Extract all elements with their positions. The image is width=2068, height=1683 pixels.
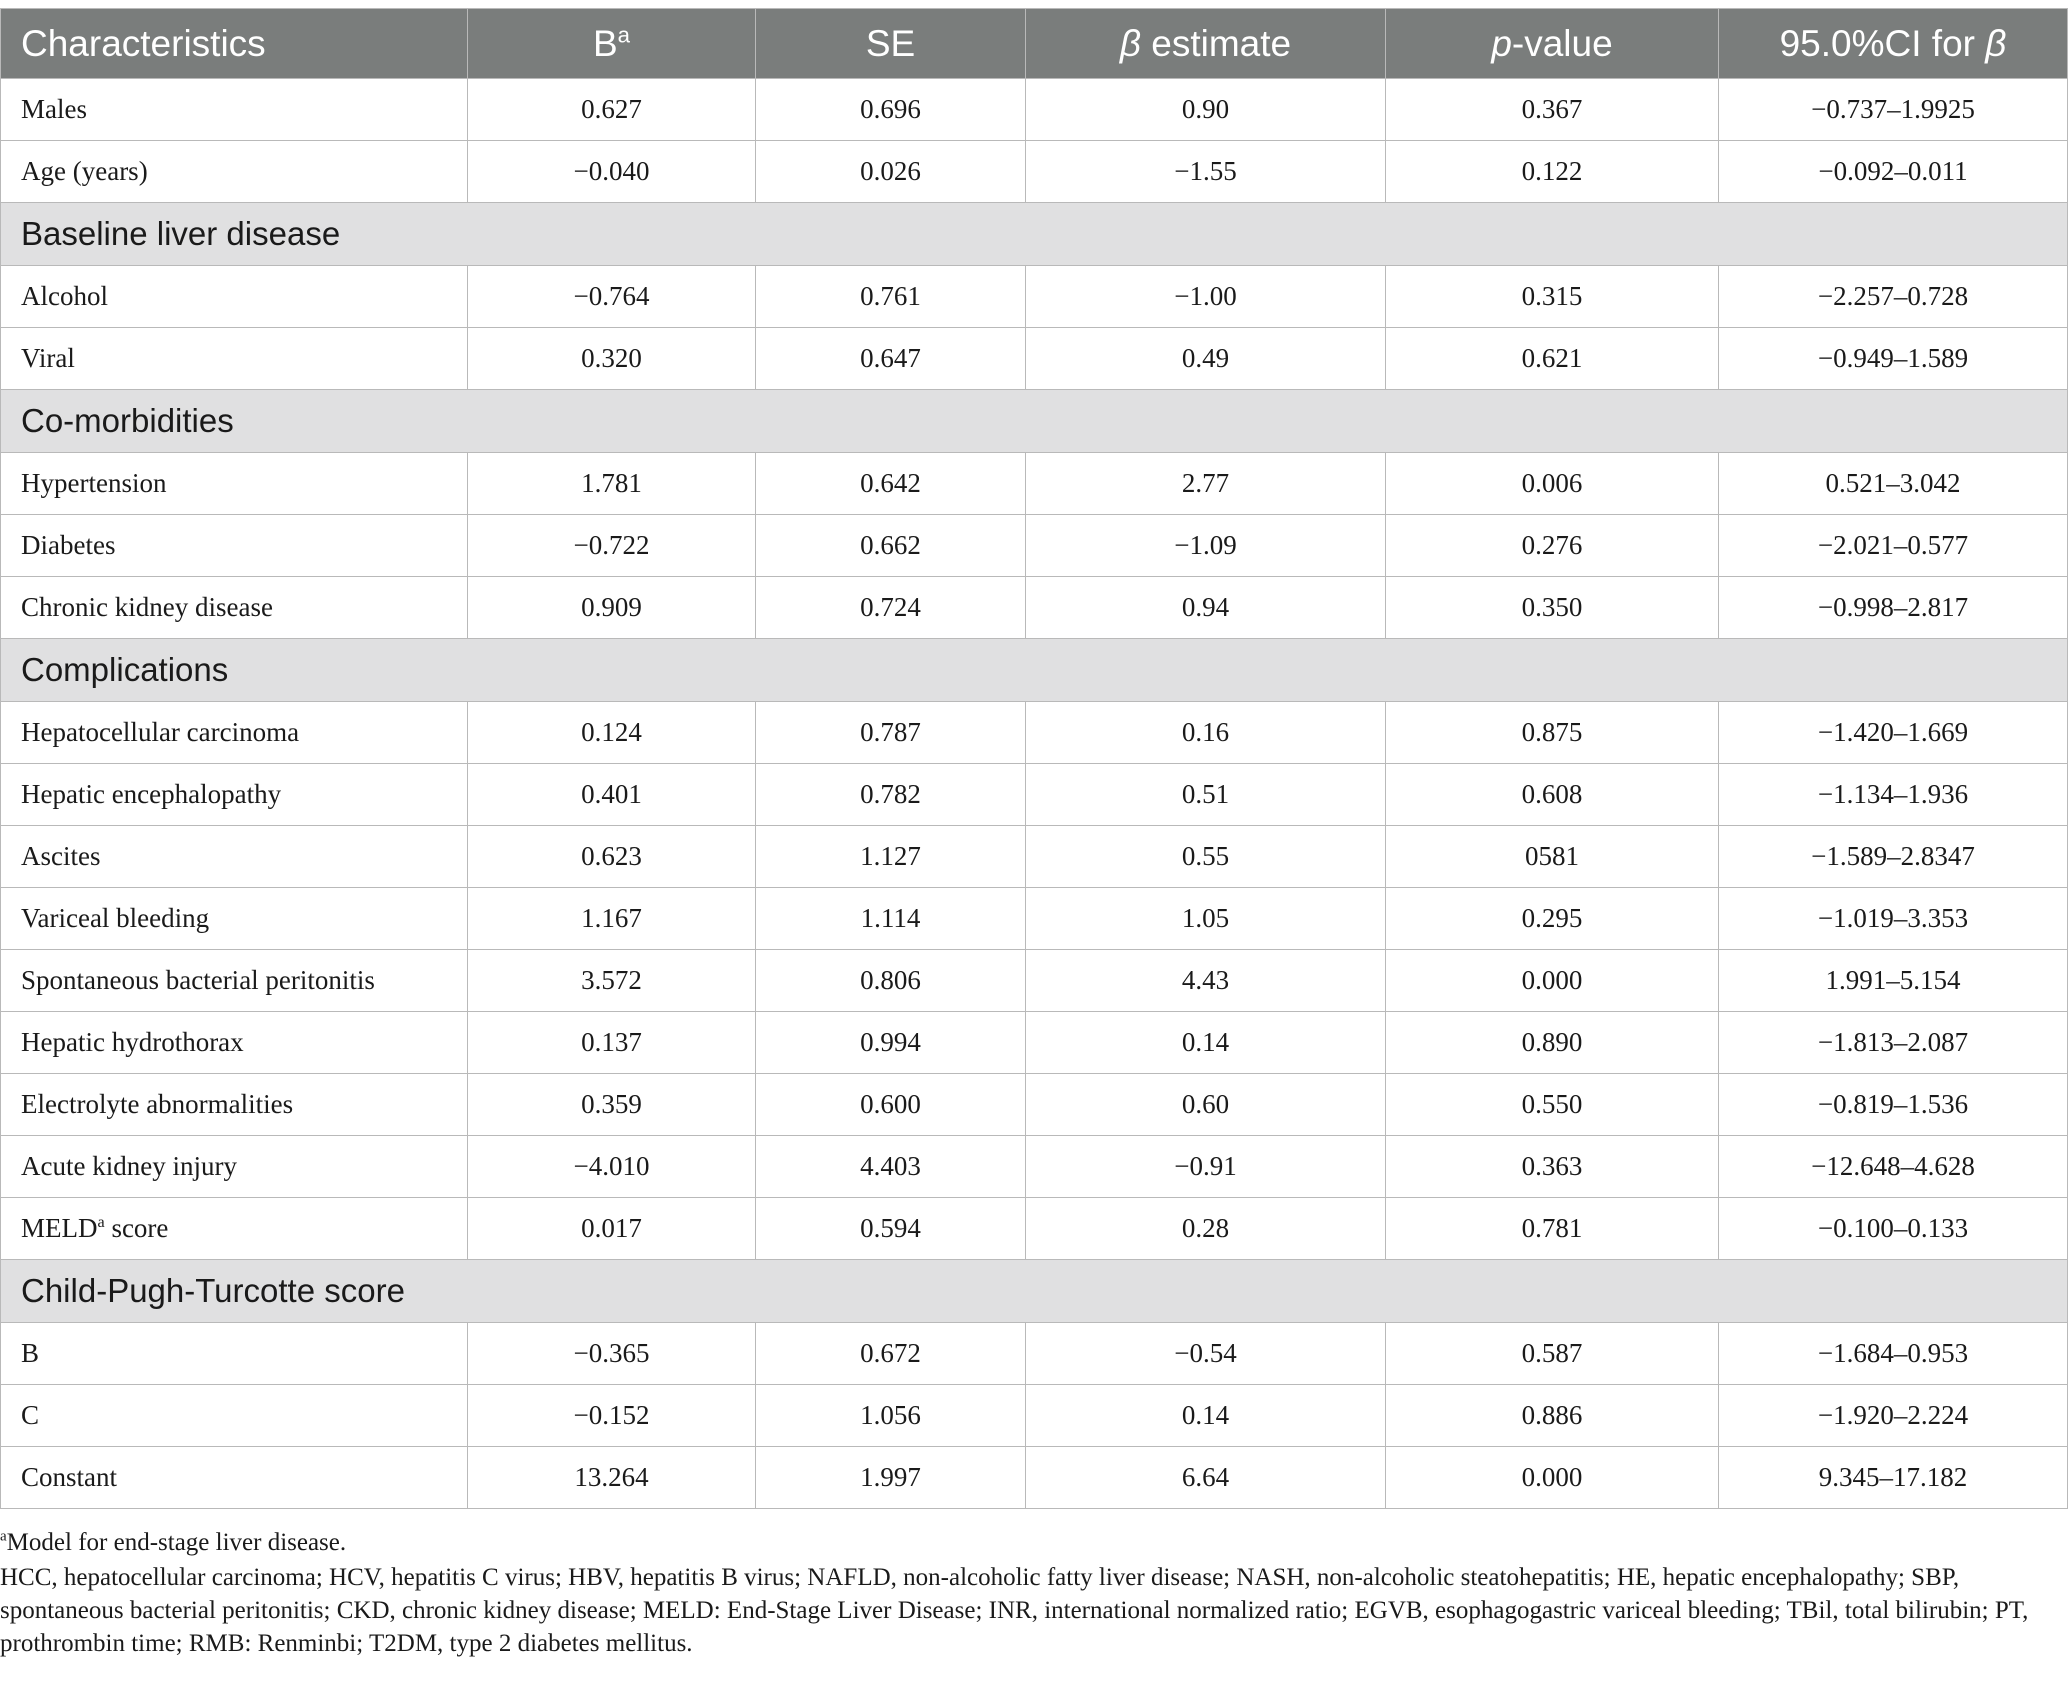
footnote-sup: a [0, 1528, 7, 1545]
cell-se: 0.600 [756, 1074, 1026, 1136]
header-se: SE [756, 9, 1026, 79]
cell-beta: 0.14 [1026, 1012, 1386, 1074]
cell-p: 0.550 [1386, 1074, 1719, 1136]
header-p-text: -value [1511, 22, 1613, 64]
cell-ci: −1.019–3.353 [1719, 888, 2068, 950]
table-row [1, 1447, 2068, 1509]
cell-b: −0.365 [468, 1323, 756, 1385]
row-label [1, 266, 468, 328]
row-label [1, 950, 468, 1012]
row-label [1, 826, 468, 888]
row-label-text: Hepatic hydrothorax [21, 1027, 244, 1057]
cell-se: 4.403 [756, 1136, 1026, 1198]
table-row [1, 702, 2068, 764]
cell-ci: −0.819–1.536 [1719, 1074, 2068, 1136]
table-row [1, 141, 2068, 203]
cell-se: 0.662 [756, 515, 1026, 577]
section-row [1, 639, 2068, 702]
cell-se: 0.724 [756, 577, 1026, 639]
cell-p: 0.781 [1386, 1198, 1719, 1260]
cell-ci: −0.998–2.817 [1719, 577, 2068, 639]
row-label-text: B [21, 1338, 40, 1368]
regression-table [0, 8, 2068, 1509]
row-label [1, 1385, 468, 1447]
cell-p: 0.875 [1386, 702, 1719, 764]
cell-p: 0.350 [1386, 577, 1719, 639]
cell-se: 1.056 [756, 1385, 1026, 1447]
cell-se: 0.647 [756, 328, 1026, 390]
cell-b: 1.781 [468, 453, 756, 515]
cell-beta: 0.60 [1026, 1074, 1386, 1136]
cell-se: 0.994 [756, 1012, 1026, 1074]
row-label [1, 328, 468, 390]
row-label-text: C [21, 1400, 40, 1430]
row-label [1, 79, 468, 141]
table-row [1, 328, 2068, 390]
cell-b: −0.764 [468, 266, 756, 328]
cell-p: 0.363 [1386, 1136, 1719, 1198]
cell-beta: −1.00 [1026, 266, 1386, 328]
cell-se: 0.696 [756, 79, 1026, 141]
cell-se: 0.761 [756, 266, 1026, 328]
row-label [1, 1447, 468, 1509]
header-p-value [1386, 9, 1719, 79]
cell-p: 0.122 [1386, 141, 1719, 203]
cell-ci: −1.684–0.953 [1719, 1323, 2068, 1385]
row-label-text: Variceal bleeding [21, 903, 210, 933]
cell-ci: −0.092–0.011 [1719, 141, 2068, 203]
cell-b: 0.401 [468, 764, 756, 826]
cell-se: 1.114 [756, 888, 1026, 950]
cell-ci: −1.589–2.8347 [1719, 826, 2068, 888]
section-row [1, 203, 2068, 266]
table-row [1, 1012, 2068, 1074]
cell-se: 0.594 [756, 1198, 1026, 1260]
row-label [1, 1198, 468, 1260]
cell-beta: 1.05 [1026, 888, 1386, 950]
cell-p: 0.315 [1386, 266, 1719, 328]
table-row [1, 1323, 2068, 1385]
cell-ci: −0.100–0.133 [1719, 1198, 2068, 1260]
cell-ci: −2.257–0.728 [1719, 266, 2068, 328]
cell-p: 0.000 [1386, 1447, 1719, 1509]
section-row [1, 390, 2068, 453]
cell-p: 0.276 [1386, 515, 1719, 577]
cell-beta: 0.49 [1026, 328, 1386, 390]
row-label [1, 141, 468, 203]
row-label-text: Alcohol [21, 281, 108, 311]
cell-p: 0.621 [1386, 328, 1719, 390]
cell-ci: −2.021–0.577 [1719, 515, 2068, 577]
section-label: Complications [1, 639, 2068, 702]
cell-p: 0.890 [1386, 1012, 1719, 1074]
header-beta-symbol: β [1119, 22, 1141, 64]
cell-b: 0.359 [468, 1074, 756, 1136]
cell-ci: 9.345–17.182 [1719, 1447, 2068, 1509]
table-row [1, 826, 2068, 888]
cell-ci: 0.521–3.042 [1719, 453, 2068, 515]
cell-p: 0581 [1386, 826, 1719, 888]
cell-p: 0.587 [1386, 1323, 1719, 1385]
table-row [1, 950, 2068, 1012]
cell-ci: 1.991–5.154 [1719, 950, 2068, 1012]
cell-se: 0.782 [756, 764, 1026, 826]
table-row [1, 515, 2068, 577]
row-label [1, 1074, 468, 1136]
table-container [0, 8, 2068, 1509]
header-beta-text: estimate [1141, 22, 1292, 64]
cell-beta: 0.55 [1026, 826, 1386, 888]
section-row [1, 1260, 2068, 1323]
cell-beta: 2.77 [1026, 453, 1386, 515]
table-row [1, 79, 2068, 141]
cell-ci: −1.920–2.224 [1719, 1385, 2068, 1447]
cell-b: 0.909 [468, 577, 756, 639]
row-label-text: Age (years) [21, 156, 148, 186]
header-row [1, 9, 2068, 79]
row-label [1, 1012, 468, 1074]
row-label [1, 453, 468, 515]
cell-se: 0.026 [756, 141, 1026, 203]
row-label-suffix: score [104, 1213, 169, 1243]
cell-ci: −1.134–1.936 [1719, 764, 2068, 826]
table-row [1, 888, 2068, 950]
row-label [1, 702, 468, 764]
table-header [1, 9, 2068, 79]
header-b-text: B [592, 22, 618, 64]
row-label [1, 1323, 468, 1385]
cell-b: −4.010 [468, 1136, 756, 1198]
cell-ci: −0.949–1.589 [1719, 328, 2068, 390]
cell-se: 1.127 [756, 826, 1026, 888]
cell-b: 3.572 [468, 950, 756, 1012]
cell-beta: 0.94 [1026, 577, 1386, 639]
cell-p: 0.000 [1386, 950, 1719, 1012]
cell-beta: −1.09 [1026, 515, 1386, 577]
row-label-text: Males [21, 94, 87, 124]
cell-p: 0.006 [1386, 453, 1719, 515]
cell-b: −0.152 [468, 1385, 756, 1447]
row-label-sup: a [97, 1213, 105, 1231]
cell-b: 0.320 [468, 328, 756, 390]
abbreviations-note: HCC, hepatocellular carcinoma; HCV, hepatitis C virus; HBV, hepatitis B virus; NAFLD, non-alcoholic fatty liver disease; NASH, non-alcoholic steatohepatitis; HE, hepatic encephalopathy; SBP, spontaneous bacterial peritonitis; CKD, chronic kidney disease; MELD: End-Stage Liver Disease; INR, international normalized ratio; EGVB, esophagogastric variceal bleeding; TBil, total bilirubin; PT, prothrombin time; RMB: Renminbi; T2DM, type 2 diabetes mellitus. [0, 1564, 2029, 1657]
row-label-text: Spontaneous bacterial peritonitis [21, 965, 375, 995]
cell-p: 0.295 [1386, 888, 1719, 950]
cell-ci: −1.420–1.669 [1719, 702, 2068, 764]
cell-beta: −0.91 [1026, 1136, 1386, 1198]
header-ci-beta: β [1985, 22, 2007, 64]
row-label-text: Diabetes [21, 530, 116, 560]
row-label [1, 764, 468, 826]
cell-beta: 0.16 [1026, 702, 1386, 764]
footnote-meld [0, 1526, 2060, 1559]
cell-se: 0.787 [756, 702, 1026, 764]
header-b-sup: a [617, 22, 631, 48]
section-label: Baseline liver disease [1, 203, 2068, 266]
cell-beta: 0.51 [1026, 764, 1386, 826]
cell-b: 0.137 [468, 1012, 756, 1074]
table-row [1, 266, 2068, 328]
row-label-text: Ascites [21, 841, 101, 871]
cell-ci: −12.648–4.628 [1719, 1136, 2068, 1198]
cell-b: 1.167 [468, 888, 756, 950]
header-ci-text: 95.0%CI for [1779, 22, 1986, 64]
cell-b: 0.124 [468, 702, 756, 764]
row-label [1, 577, 468, 639]
row-label-text: Constant [21, 1462, 118, 1492]
table-row [1, 1385, 2068, 1447]
cell-se: 0.642 [756, 453, 1026, 515]
row-label-text: Hypertension [21, 468, 167, 498]
table-body [1, 79, 2068, 1509]
header-beta-estimate [1026, 9, 1386, 79]
cell-b: 0.017 [468, 1198, 756, 1260]
cell-b: −0.040 [468, 141, 756, 203]
cell-p: 0.608 [1386, 764, 1719, 826]
cell-se: 1.997 [756, 1447, 1026, 1509]
row-label-text: Chronic kidney disease [21, 592, 273, 622]
row-label-text: Viral [21, 343, 75, 373]
table-footnotes [0, 1526, 2060, 1660]
cell-beta: 0.90 [1026, 79, 1386, 141]
header-ci [1719, 9, 2068, 79]
table-row [1, 1136, 2068, 1198]
row-label [1, 1136, 468, 1198]
header-b [468, 9, 756, 79]
footnote-text: Model for end-stage liver disease. [6, 1529, 347, 1556]
cell-beta: 0.14 [1026, 1385, 1386, 1447]
cell-se: 0.806 [756, 950, 1026, 1012]
row-label-text: Acute kidney injury [21, 1151, 237, 1181]
cell-beta: 4.43 [1026, 950, 1386, 1012]
cell-p: 0.886 [1386, 1385, 1719, 1447]
cell-ci: −1.813–2.087 [1719, 1012, 2068, 1074]
cell-b: 0.623 [468, 826, 756, 888]
cell-b: 0.627 [468, 79, 756, 141]
section-label: Child-Pugh-Turcotte score [1, 1260, 2068, 1323]
row-label-text: Electrolyte abnormalities [21, 1089, 294, 1119]
cell-p: 0.367 [1386, 79, 1719, 141]
cell-b: −0.722 [468, 515, 756, 577]
header-characteristics: Characteristics [1, 9, 468, 79]
header-p-italic: p [1491, 22, 1512, 64]
table-row [1, 1074, 2068, 1136]
cell-b: 13.264 [468, 1447, 756, 1509]
cell-beta: −1.55 [1026, 141, 1386, 203]
table-row [1, 764, 2068, 826]
cell-beta: 0.28 [1026, 1198, 1386, 1260]
row-label [1, 515, 468, 577]
cell-se: 0.672 [756, 1323, 1026, 1385]
row-label-text: MELD [21, 1213, 98, 1243]
row-label-text: Hepatocellular carcinoma [21, 717, 300, 747]
table-row [1, 1198, 2068, 1260]
cell-beta: 6.64 [1026, 1447, 1386, 1509]
table-row [1, 453, 2068, 515]
cell-ci: −0.737–1.9925 [1719, 79, 2068, 141]
table-row [1, 577, 2068, 639]
section-label: Co-morbidities [1, 390, 2068, 453]
cell-beta: −0.54 [1026, 1323, 1386, 1385]
row-label-text: Hepatic encephalopathy [21, 779, 282, 809]
row-label [1, 888, 468, 950]
